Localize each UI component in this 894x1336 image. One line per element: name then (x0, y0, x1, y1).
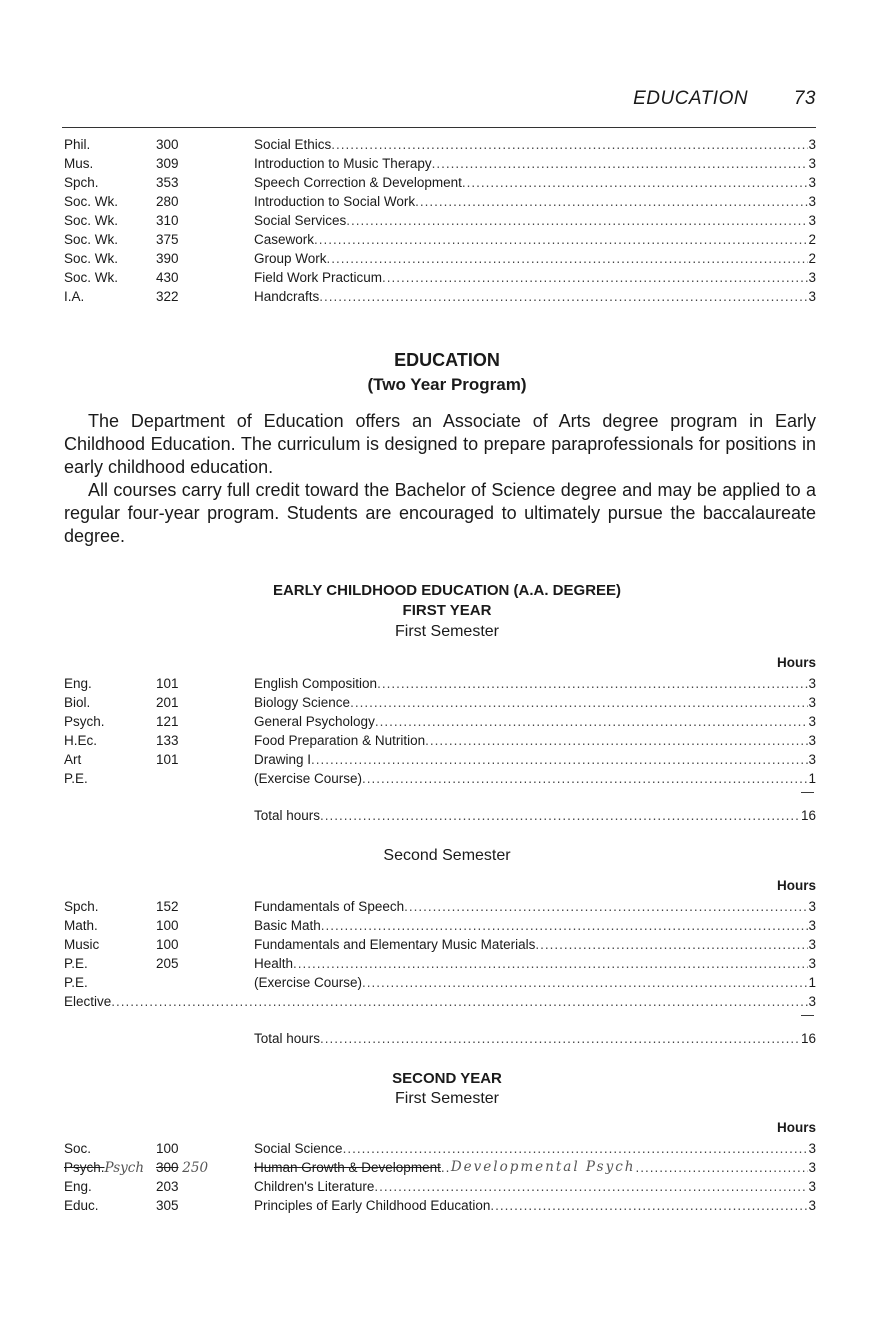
course-dept (64, 1158, 154, 1178)
course-dept: P.E. (64, 771, 88, 786)
course-hours: 3 (808, 695, 816, 710)
course-number: 152 (156, 899, 179, 914)
course-hours: 3 (808, 1179, 816, 1194)
course-hours: 3 (808, 714, 816, 729)
course-number: 100 (156, 918, 179, 933)
course-row-annotated (64, 1158, 816, 1177)
course-hours: 3 (808, 194, 816, 209)
course-number: 322 (156, 289, 179, 304)
course-row (64, 935, 816, 954)
page-number: 73 (793, 88, 816, 109)
course-title: Principles of Early Childhood Education (254, 1198, 491, 1213)
course-title: Food Preparation & Nutrition (254, 733, 426, 748)
semester-heading: Second Semester (383, 847, 511, 864)
course-dept: I.A. (64, 289, 85, 304)
total-label: Total hours (254, 1031, 321, 1046)
course-title: Speech Correction & Development (254, 175, 462, 190)
course-dept: Soc. Wk. (64, 270, 119, 285)
course-title: Introduction to Music Therapy (254, 156, 432, 171)
course-row (64, 192, 816, 211)
course-number (156, 1158, 216, 1178)
course-dept: Soc. (64, 1141, 92, 1156)
total-label: Total hours (254, 808, 321, 823)
course-number: 100 (156, 1141, 179, 1156)
course-number: 121 (156, 714, 179, 729)
course-title: Handcrafts (254, 289, 320, 304)
course-hours: 3 (808, 994, 816, 1009)
course-number: 280 (156, 194, 179, 209)
course-title: Drawing I (254, 752, 312, 767)
course-dept: Math. (64, 918, 98, 933)
course-number: 353 (156, 175, 179, 190)
course-hours: 3 (808, 752, 816, 767)
course-number: 101 (156, 676, 179, 691)
course-hours: 3 (808, 1160, 816, 1175)
course-title: Basic Math (254, 918, 321, 933)
course-row (64, 769, 816, 788)
course-row (64, 916, 816, 935)
paragraph: The Department of Education offers an Associate of Arts degree program in Early Childhood Education. The curriculum is designed to prepare paraprofessionals for positions in early childhood education. (64, 411, 816, 477)
course-hours: 3 (808, 213, 816, 228)
header-rule (62, 127, 816, 128)
header-title: EDUCATION (633, 88, 749, 109)
course-hours: 1 (808, 771, 816, 786)
course-number: 101 (156, 752, 179, 767)
course-row (64, 731, 816, 750)
struck-number: 300 (156, 1160, 179, 1175)
course-dept: Eng. (64, 1179, 92, 1194)
course-row (64, 287, 816, 306)
handwritten-dept: Psych (104, 1160, 145, 1176)
course-title: Field Work Practicum (254, 270, 383, 285)
course-row (64, 693, 816, 712)
course-dept: Eng. (64, 676, 92, 691)
course-hours: 3 (808, 289, 816, 304)
course-hours: 2 (808, 232, 816, 247)
course-dept: Spch. (64, 175, 99, 190)
course-title: Social Science (254, 1141, 343, 1156)
hours-label: Hours (776, 878, 816, 893)
course-row (64, 674, 816, 693)
course-hours: 3 (808, 733, 816, 748)
handwritten-title: Developmental Psych (450, 1159, 636, 1175)
sum-dash: — (801, 1007, 814, 1022)
course-hours: 3 (808, 899, 816, 914)
total-row (64, 1029, 816, 1048)
course-row (64, 1139, 816, 1158)
course-title: Casework (254, 232, 315, 247)
course-row (64, 897, 816, 916)
hours-label: Hours (776, 655, 816, 670)
course-title: Health (254, 956, 294, 971)
course-number: 430 (156, 270, 179, 285)
course-hours: 1 (808, 975, 816, 990)
course-title: (Exercise Course) (254, 771, 363, 786)
course-hours: 2 (808, 251, 816, 266)
program-subtitle: (Two Year Program) (367, 375, 527, 394)
course-row (64, 1196, 816, 1215)
course-dept: Phil. (64, 137, 91, 152)
program-title: EDUCATION (394, 350, 500, 370)
course-dept: Biol. (64, 695, 91, 710)
program-description (64, 410, 816, 548)
course-number: 100 (156, 937, 179, 952)
course-hours: 3 (808, 1198, 816, 1213)
elective-row (64, 992, 816, 1011)
course-title: Introduction to Social Work (254, 194, 416, 209)
elective-label: Elective (64, 994, 112, 1009)
course-number: 305 (156, 1198, 179, 1213)
handwritten-number: 250 (182, 1160, 209, 1176)
course-dept: Soc. Wk. (64, 251, 119, 266)
course-number: 205 (156, 956, 179, 971)
course-dept: P.E. (64, 956, 88, 971)
course-title: Biology Science (254, 695, 351, 710)
total-hours: 16 (800, 808, 816, 823)
hours-label: Hours (776, 1120, 816, 1135)
course-dept: Soc. Wk. (64, 232, 119, 247)
course-number: 203 (156, 1179, 179, 1194)
course-row (64, 954, 816, 973)
course-number: 201 (156, 695, 179, 710)
course-dept: Educ. (64, 1198, 99, 1213)
course-hours: 3 (808, 918, 816, 933)
course-dept: P.E. (64, 975, 88, 990)
course-row (64, 135, 816, 154)
first-year-heading: FIRST YEAR (402, 602, 492, 619)
course-number: 390 (156, 251, 179, 266)
course-row (64, 750, 816, 769)
course-title: Fundamentals of Speech (254, 899, 405, 914)
second-year-heading: SECOND YEAR (392, 1070, 502, 1087)
paragraph: All courses carry full credit toward the Bachelor of Science degree and may be applied to a regular four-year program. Students are encouraged to ultimately pursue the baccalaureate degree. (64, 480, 816, 546)
course-row (64, 230, 816, 249)
course-row (64, 268, 816, 287)
course-title: Social Services (254, 213, 347, 228)
course-dept: Spch. (64, 899, 99, 914)
course-title: General Psychology (254, 714, 375, 729)
course-number: 300 (156, 137, 179, 152)
struck-title: Human Growth & Development (254, 1160, 441, 1175)
total-hours: 16 (800, 1031, 816, 1046)
course-number: 309 (156, 156, 179, 171)
course-hours: 3 (808, 1141, 816, 1156)
course-dept: Art (64, 752, 82, 767)
course-title: (Exercise Course) (254, 975, 363, 990)
course-dept: Music (64, 937, 100, 952)
course-hours: 3 (808, 676, 816, 691)
course-dept: Soc. Wk. (64, 194, 119, 209)
course-hours: 3 (808, 937, 816, 952)
page-header (633, 88, 816, 110)
course-row (64, 173, 816, 192)
course-hours: 3 (808, 270, 816, 285)
course-hours: 3 (808, 175, 816, 190)
course-title: Group Work (254, 251, 327, 266)
semester-heading: First Semester (394, 1090, 499, 1107)
total-row (64, 806, 816, 825)
degree-heading: EARLY CHILDHOOD EDUCATION (A.A. DEGREE) (272, 582, 622, 599)
course-row (64, 249, 816, 268)
course-row (64, 1177, 816, 1196)
course-dept: H.Ec. (64, 733, 98, 748)
course-hours: 3 (808, 956, 816, 971)
course-row (64, 712, 816, 731)
course-row (64, 211, 816, 230)
course-dept: Psych. (64, 714, 105, 729)
course-number: 310 (156, 213, 179, 228)
course-row (64, 973, 816, 992)
course-row (64, 154, 816, 173)
course-number: 133 (156, 733, 179, 748)
course-dept: Mus. (64, 156, 94, 171)
course-title: English Composition (254, 676, 378, 691)
course-dept: Soc. Wk. (64, 213, 119, 228)
course-number: 375 (156, 232, 179, 247)
semester-heading: First Semester (394, 623, 499, 640)
sum-dash: — (801, 784, 814, 799)
course-title: Fundamentals and Elementary Music Materials (254, 937, 536, 952)
course-hours: 3 (808, 156, 816, 171)
course-title: Children's Literature (254, 1179, 375, 1194)
course-hours: 3 (808, 137, 816, 152)
struck-dept: Psych. (64, 1160, 105, 1175)
course-title: Social Ethics (254, 137, 332, 152)
